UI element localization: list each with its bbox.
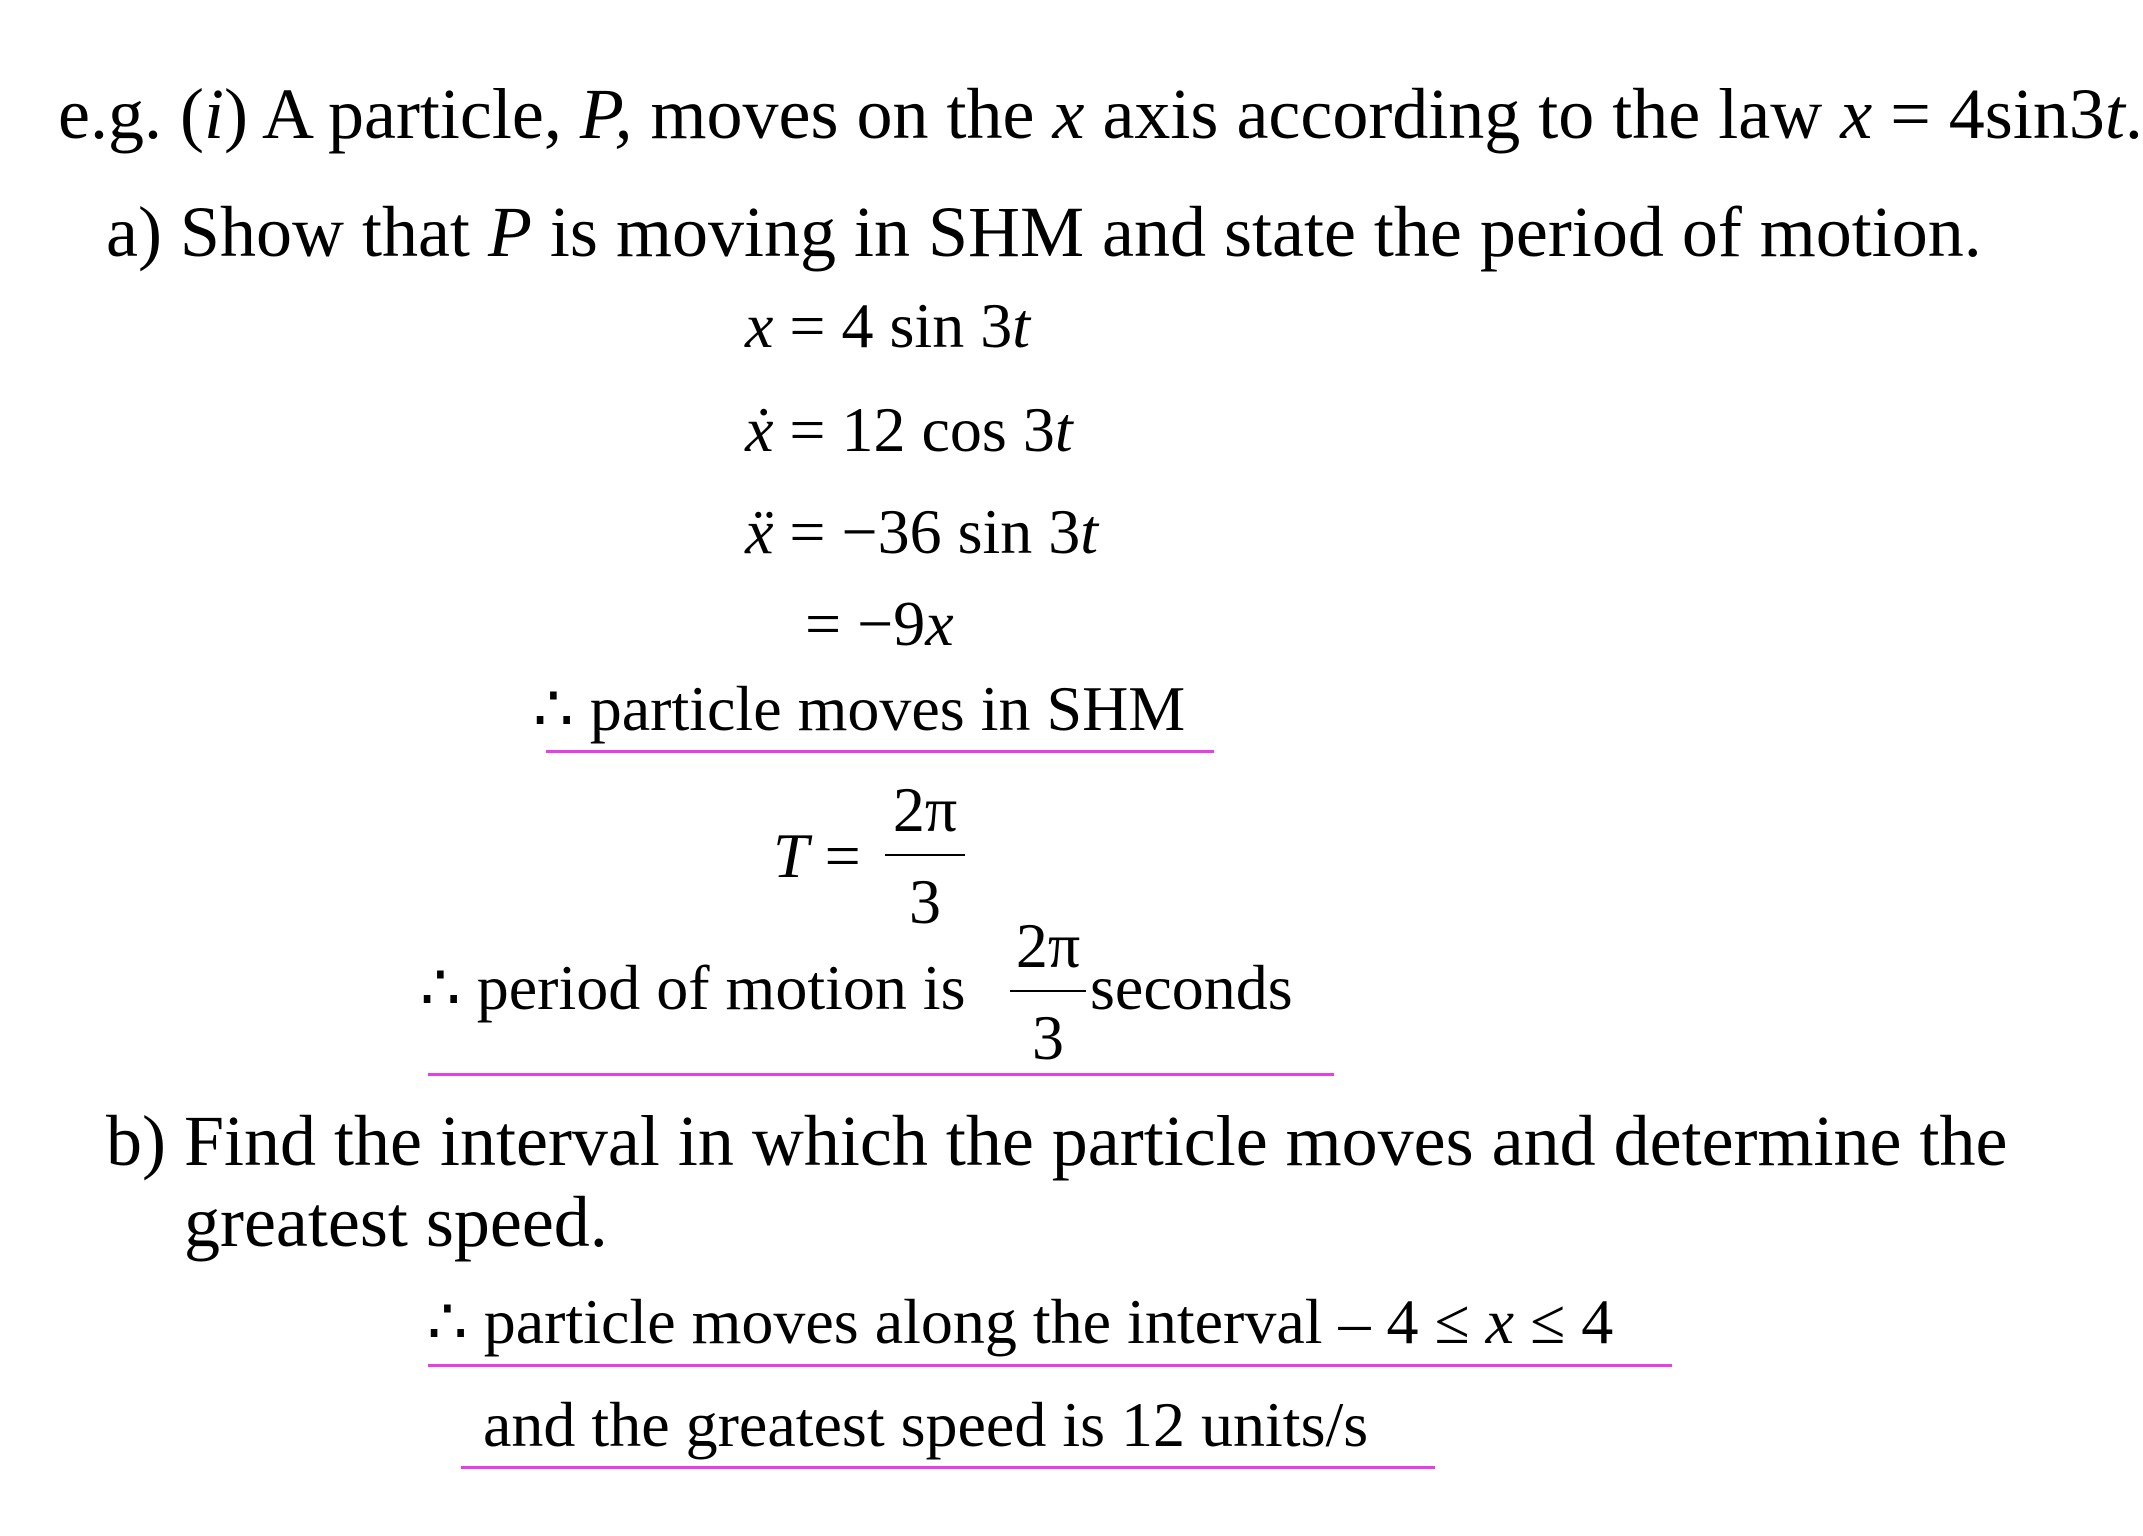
interval-prefix: ∴ particle moves along the interval — [427, 1286, 1323, 1357]
intro-law-x: x — [1840, 74, 1873, 154]
period-conclusion-prefix: ∴ period of motion is — [420, 952, 966, 1023]
intro-text3: axis according to the law — [1084, 74, 1841, 154]
equation-line-4 — [805, 588, 954, 659]
intro-line — [58, 74, 2143, 154]
period-fraction-bar — [885, 854, 965, 856]
intro-i: i — [203, 74, 224, 154]
part-a-label: a) Show that — [106, 192, 488, 272]
part-a-rest: is moving in SHM and state the period of motion. — [531, 192, 1982, 272]
part-b-heading-line1: b) Find the interval in which the particle moves and determine the — [106, 1101, 2008, 1181]
intro-prefix: e.g. ( — [58, 74, 204, 154]
interval-underline — [428, 1364, 1672, 1367]
intro-x: x — [1052, 74, 1085, 154]
eq4-rhs: = −9 — [805, 588, 926, 659]
equation-line-3 — [745, 496, 1099, 567]
intro-law-eq: = 4sin3 — [1872, 74, 2105, 154]
part-b-heading-line2: greatest speed. — [184, 1182, 608, 1262]
interval-end: ≤ 4 — [1514, 1286, 1614, 1357]
eq3-t: t — [1080, 496, 1099, 567]
eq4-x: x — [925, 588, 954, 659]
period-denominator: 3 — [909, 866, 941, 937]
period-numerator: 2π — [892, 774, 958, 845]
shm-conclusion — [533, 673, 1186, 744]
intro-law-end: . — [2124, 74, 2143, 154]
interval-x: x — [1485, 1286, 1515, 1357]
intro-p: P, — [579, 74, 633, 154]
period-conclusion-denominator: 3 — [1032, 1002, 1064, 1073]
interval-conclusion — [427, 1286, 1614, 1357]
speed-underline — [461, 1466, 1435, 1469]
intro-law-t: t — [2104, 74, 2125, 154]
eq1-t: t — [1012, 290, 1030, 361]
period-lhs — [773, 820, 861, 891]
eq3-rhs: = −36 sin 3 — [773, 496, 1081, 567]
period-conclusion-underline — [428, 1073, 1334, 1076]
eq2-t: t — [1054, 394, 1073, 465]
period-conclusion-numerator: 2π — [1015, 910, 1081, 981]
equation-line-1 — [745, 290, 1030, 361]
intro-text2: moves on the — [632, 74, 1053, 154]
period-equals: = — [808, 820, 861, 891]
eq2-lhs: ẋ — [745, 394, 774, 465]
shm-conclusion-text: ∴ particle moves in SHM — [533, 673, 1186, 744]
eq2-rhs: = 12 cos 3 — [773, 394, 1055, 465]
eq1-rhs: = 4 sin 3 — [773, 290, 1013, 361]
eq3-lhs: ẍ — [745, 496, 774, 567]
period-conclusion-suffix: seconds — [1090, 952, 1293, 1023]
period-conclusion-fraction-bar — [1010, 990, 1086, 992]
equation-line-2 — [745, 394, 1073, 465]
eq1-lhs: x — [745, 290, 774, 361]
shm-conclusion-underline — [546, 750, 1214, 753]
intro-text1: ) A particle, — [223, 74, 580, 154]
period-t: T — [773, 820, 809, 891]
speed-conclusion: and the greatest speed is 12 units/s — [483, 1389, 1369, 1460]
interval-ineq: – 4 ≤ — [1322, 1286, 1486, 1357]
part-a-heading — [106, 192, 1982, 272]
part-a-p: P — [487, 192, 532, 272]
